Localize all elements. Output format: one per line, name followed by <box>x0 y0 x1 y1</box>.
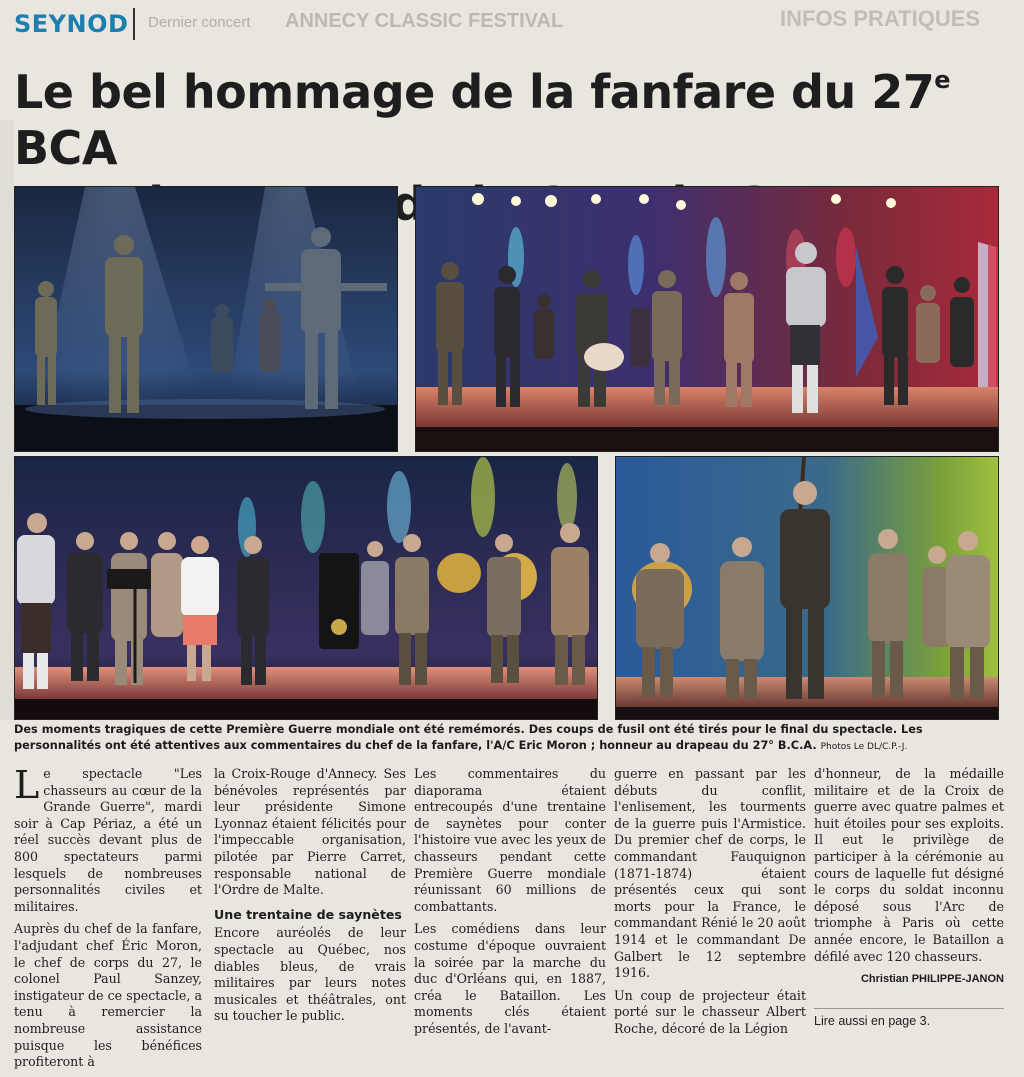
paragraph: Un coup de projecteur était porté sur le chasseur Albert Roche, décoré de la Légion <box>614 987 806 1036</box>
article-column-2 <box>214 766 406 1031</box>
rubric-divider <box>133 8 135 40</box>
article-column-1 <box>14 763 202 1077</box>
photo-soldiers-blue-stage <box>14 186 398 452</box>
section-rubric: SEYNOD <box>14 10 129 38</box>
paragraph: Les comédiens dans leur costume d'époque ouvraient la soirée par la marche du duc d'Orléans qui, en 1887, créa le Bataillon. Les moments clés étaient présentés, de l'avant- <box>414 921 606 1036</box>
paragraph: d'honneur, de la médaille militaire et de la Croix de guerre avec quatre palmes et huit étoiles pour ses exploits. Il eut le privilège de participer à la cérémonie au cours de laquelle fut désigné le corps du soldat inconnu déposé sous l'Arc de triomphe à Paris où cette année encore, le Bataillon a défilé avec 120 chasseurs. <box>814 766 1004 964</box>
photo-personalities-and-band <box>14 456 598 720</box>
adjacent-heading-left: Dernier concert <box>148 14 251 31</box>
paragraph: la Croix-Rouge d'Annecy. Ses bénévoles représentés par leur présidente Simone Lyonnaz étaient félicités pour l'impeccable organisation, pilotée par Pierre Carret, responsable national de l'Ordre de Malte. <box>214 766 406 898</box>
paragraph: Auprès du chef de la fanfare, l'adjudant chef Éric Moron, le chef de corps du 27, le colonel Paul Sanzey, instigateur de ce spectacle, a tenu à remercier la nombreuse assistance puisque les bénéfices profiteront à <box>14 921 202 1070</box>
drop-cap: L <box>14 763 40 807</box>
photo-caption <box>14 722 1004 755</box>
article-column-4 <box>614 766 806 1044</box>
article-column-3 <box>414 766 606 1044</box>
paragraph: e spectacle "Les chasseurs au cœur de la Grande Guerre", mardi soir à Cap Périaz, a été un réel succès devant plus de 800 spectateurs parmi lesquels de nombreuses personnalités civiles et militaires. <box>14 766 202 914</box>
adjacent-column-bleed <box>0 120 14 720</box>
caption-text: Des moments tragiques de cette Première Guerre mondiale ont été remémorés. Des coups de fusil ont été tirés pour le final du spectacle. Les personnalités ont été attentives aux commentaires du chef de la fanfare, l'A/C Eric Moron ; honneur au drapeau du 27° B.C.A. <box>14 723 923 752</box>
adjacent-heading-mid: ANNECY CLASSIC FESTIVAL <box>285 10 564 32</box>
paragraph: Encore auréolés de leur spectacle au Québec, nos diables bleus, de vrais militaires par leurs notes musicales et théâtrales, ont su toucher le public. <box>214 925 406 1024</box>
photo-flag-bearer <box>615 456 999 720</box>
adjacent-heading-right: INFOS PRATIQUES <box>780 6 981 31</box>
photo-troupe-colored-lights <box>415 186 999 452</box>
article-column-5 <box>814 766 1004 1029</box>
headline-line1: Le bel hommage de la fanfare du 27e BCA <box>14 65 951 175</box>
paragraph: Les commentaires du diaporama étaient entrecoupés d'une trentaine de saynètes pour conter l'histoire vue avec les yeux de chasseurs pendant cette Première Guerre mondiale réunissant 60 millions de combattants. <box>414 766 606 914</box>
subheading: Une trentaine de saynètes <box>214 906 402 922</box>
photo-credit: Photos Le DL/C.P.-J. <box>820 742 908 752</box>
see-also-link[interactable]: Lire aussi en page 3. <box>814 1008 1004 1030</box>
paragraph: guerre en passant par les débuts du conflit, l'enlisement, les tourments de la guerre puis l'Armistice. Du premier chef de corps, le commandant Fauquignon (1871-1874) étaient présentés ceux qui sont morts pour la France, le commandant Rénié le 20 août 1914 et le commandant De Galbert le 12 septembre 1916. <box>614 766 806 981</box>
author-signature: Christian PHILIPPE-JANON <box>860 973 1004 986</box>
